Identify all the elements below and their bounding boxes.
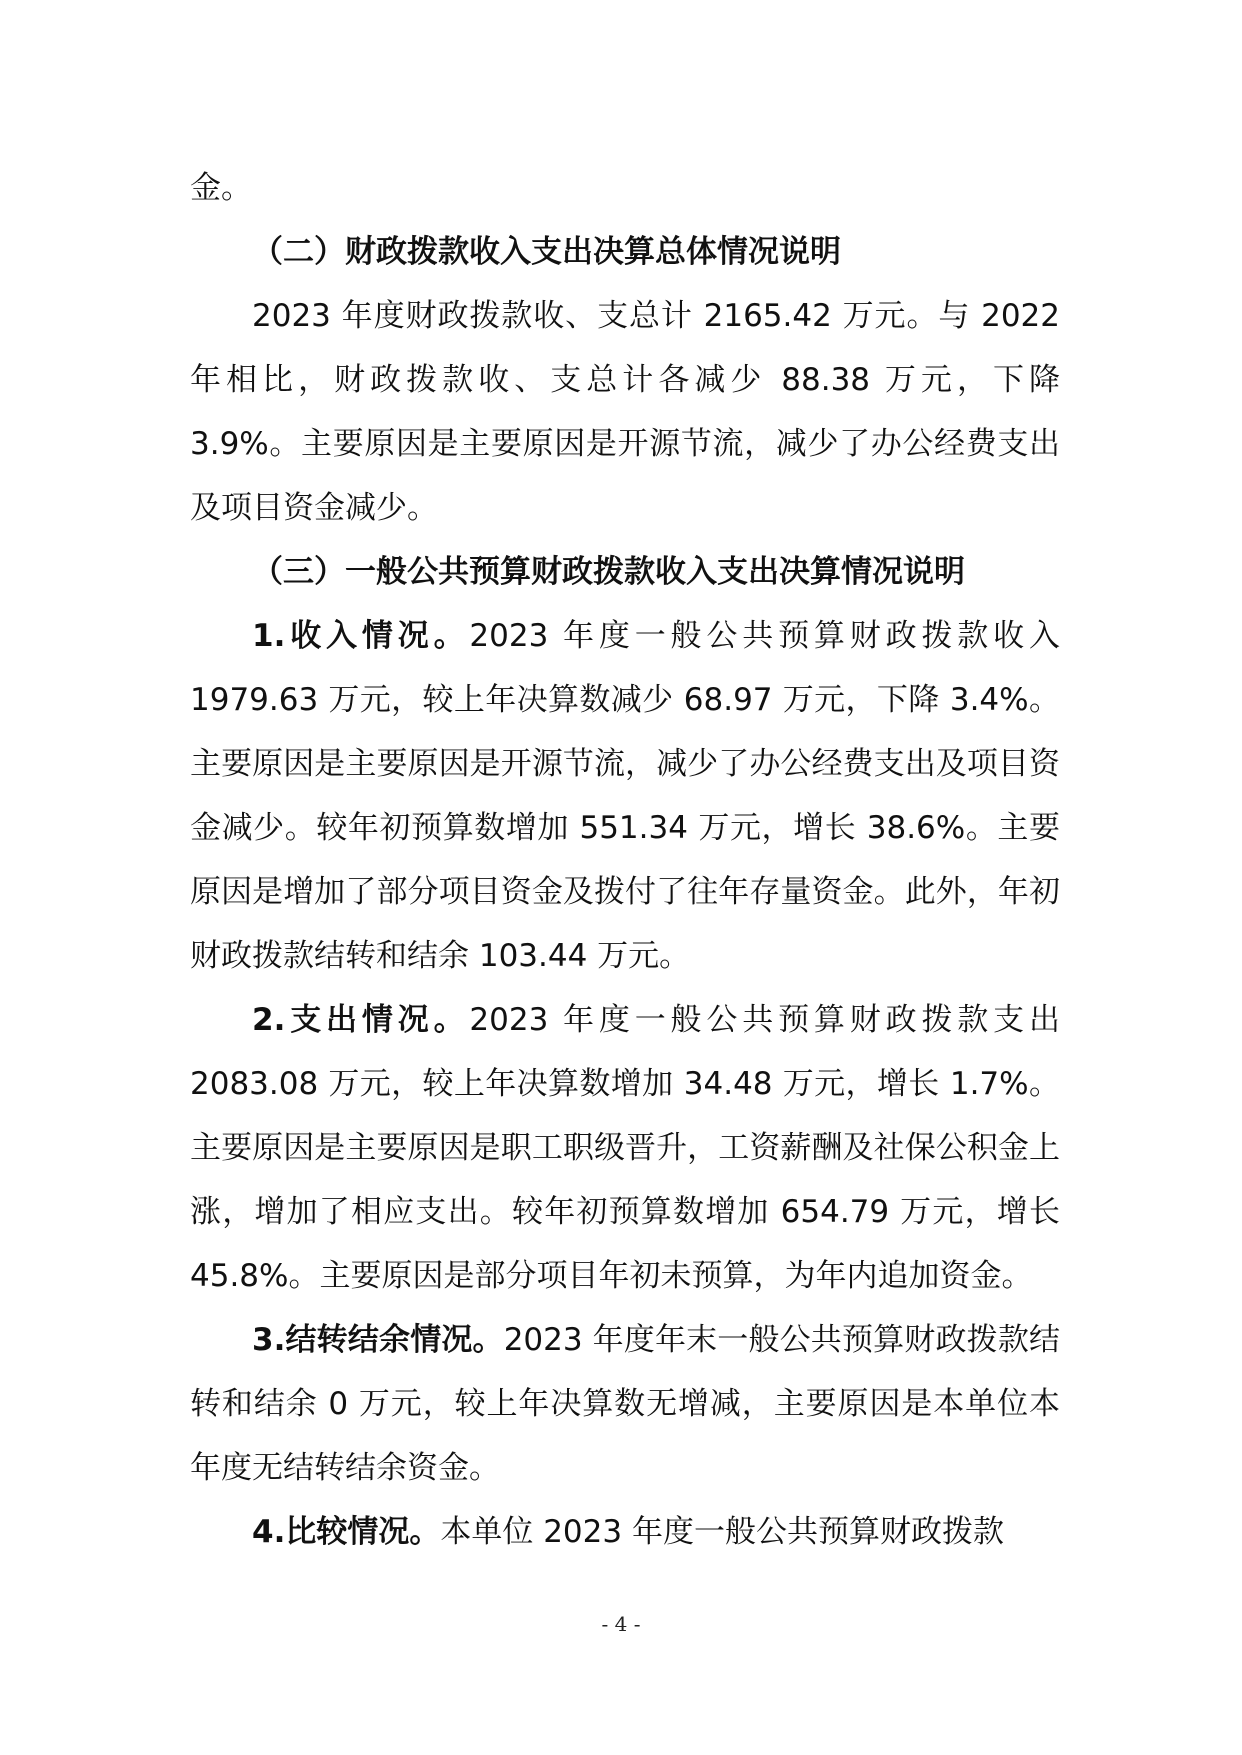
body-text bbox=[190, 156, 1060, 1564]
carryover-lead: 3.结转结余情况。 bbox=[252, 1322, 504, 1358]
comparison-text: 本单位 2023 年度一般公共预算财政拨款 bbox=[440, 1514, 1004, 1550]
comparison-lead: 4.比较情况。 bbox=[252, 1514, 441, 1550]
paragraph-total-overview: 2023 年度财政拨款收、支总计 2165.42 万元。与 2022 年相比，财政拨款收、支总计各减少 88.38 万元，下降 3.9%。主要原因是主要原因是开源节流，减少了办公经费支出及项目资金减少。 bbox=[190, 298, 1060, 526]
paragraph-expense bbox=[190, 988, 1060, 1308]
carryover-text: 2023 年度年末一般公共预算财政拨款结转和结余 0 万元，较上年决算数无增减，主要原因是本单位本年度无结转结余资金。 bbox=[190, 1322, 1060, 1486]
paragraph-income bbox=[190, 604, 1060, 988]
paragraph-carryover bbox=[190, 1308, 1060, 1500]
paragraph-comparison bbox=[190, 1500, 1060, 1564]
paragraph-continuation: 金。 bbox=[190, 170, 252, 206]
page-number: - 4 - bbox=[601, 1612, 641, 1636]
income-text: 2023 年度一般公共预算财政拨款收入 1979.63 万元，较上年决算数减少 68.97 万元，下降 3.4%。主要原因是主要原因是开源节流，减少了办公经费支出及项目资金减少。较年初预算数增加 551.34 万元，增长 38.6%。主要原因是增加了部分项目资金及拨付了往年存量资金。此外，年初财政拨款结转和结余 103.44 万元。 bbox=[190, 618, 1060, 974]
expense-lead: 2.支出情况。 bbox=[252, 1002, 470, 1038]
expense-text: 2023 年度一般公共预算财政拨款支出 2083.08 万元，较上年决算数增加 34.48 万元，增长 1.7%。主要原因是主要原因是职工职级晋升，工资薪酬及社保公积金上涨，增加了相应支出。较年初预算数增加 654.79 万元，增长 45.8%。主要原因是部分项目年初未预算，为年内追加资金。 bbox=[190, 1002, 1060, 1294]
income-lead: 1.收入情况。 bbox=[252, 618, 470, 654]
section-heading-2: （二）财政拨款收入支出决算总体情况说明 bbox=[252, 234, 841, 270]
section-heading-3: （三）一般公共预算财政拨款收入支出决算情况说明 bbox=[252, 554, 965, 590]
